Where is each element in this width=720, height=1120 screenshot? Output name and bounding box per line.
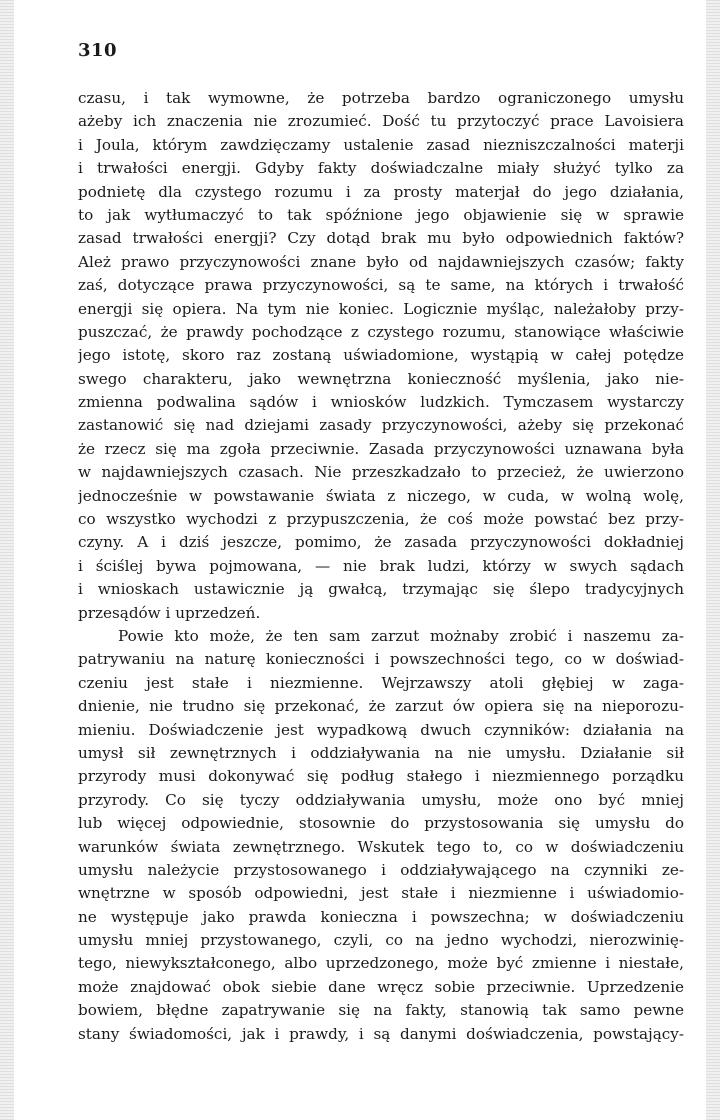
text-line: przyrody musi dokonywać się podług stałego i niezmiennego porządku — [78, 767, 684, 786]
paragraph-1 — [78, 87, 684, 625]
text-line: puszczać, że prawdy pochodzące z czystego rozumu, stanowiące właściwie — [78, 322, 684, 341]
text-line: wnętrzne w sposób odpowiedni, jest stałe i niezmienne i uświadomio- — [78, 884, 684, 903]
scan-edge-left — [0, 0, 14, 1120]
text-line: czasu, i tak wymowne, że potrzeba bardzo ograniczonego umysłu — [78, 89, 684, 107]
text-line: czeniu jest stałe i niezmienne. Wejrzawszy atoli głębiej w zaga- — [78, 673, 684, 692]
text-line: zastanowić się nad dziejami zasady przyczynowości, ażeby się przekonać — [78, 416, 684, 435]
text-line: i ściślej bywa pojmowana, — nie brak ludzi, którzy w swych sądach — [78, 556, 684, 575]
scan-edge-right — [706, 0, 720, 1120]
text-line: zaś, dotyczące prawa przyczynowości, są te same, na których i trwałość — [78, 276, 684, 295]
text-line: przyrody. Co się tyczy oddziaływania umysłu, może ono być mniej — [78, 790, 684, 809]
text-line: patrywaniu na naturę konieczności i powszechności tego, co w doświad- — [78, 650, 684, 669]
text-line: i wnioskach ustawicznie ją gwałcą, trzymając się ślepo tradycyjnych — [78, 580, 684, 599]
text-line: tego, niewykształconego, albo uprzedzonego, może być zmienne i niestałe, — [78, 954, 684, 973]
text-line: dnienie, nie trudno się przekonać, że zarzut ów opiera się na nieporozu- — [78, 697, 684, 716]
text-line: ażeby ich znaczenia nie zrozumieć. Dość tu przytoczyć prace Lavoisiera — [78, 112, 684, 131]
text-line: jednocześnie w powstawanie świata z niczego, w cuda, w wolną wolę, — [78, 486, 684, 505]
text-line: zasad trwałości energji? Czy dotąd brak mu było odpowiednich faktów? — [78, 229, 684, 248]
text-line: energji się opiera. Na tym nie koniec. Logicznie myśląc, należałoby przy- — [78, 299, 684, 318]
body-text — [78, 87, 684, 1046]
text-line: że rzecz się ma zgoła przeciwnie. Zasada przyczynowości uznawana była — [78, 439, 684, 458]
page-number: 310 — [78, 40, 118, 61]
text-line: umysłu należycie przystosowanego i oddziaływającego na czynniki ze- — [78, 860, 684, 879]
text-line: i Joula, którym zawdzięczamy ustalenie zasad niezniszczalności materji — [78, 135, 684, 154]
text-line: to jak wytłumaczyć to tak spóźnione jego objawienie się w sprawie — [78, 205, 684, 224]
text-line: umysł sił zewnętrznych i oddziaływania na nie umysłu. Działanie sił — [78, 743, 684, 762]
text-line: jego istotę, skoro raz zostaną uświadomione, wystąpią w całej potędze — [78, 346, 684, 365]
text-line: co wszystko wychodzi z przypuszczenia, że coś może powstać bez przy- — [78, 510, 684, 529]
text-line: lub więcej odpowiednie, stosownie do przystosowania się umysłu do — [78, 814, 684, 833]
text-line: może znajdować obok siebie dane wręcz sobie przeciwnie. Uprzedzenie — [78, 977, 684, 996]
text-line: bowiem, błędne zapatrywanie się na fakty, stanowią tak samo pewne — [78, 1001, 684, 1020]
text-line: w najdawniejszych czasach. Nie przeszkadzało to przecież, że uwierzono — [78, 463, 684, 482]
text-line: Powie kto może, że ten sam zarzut możnaby zrobić i naszemu za- — [118, 626, 684, 645]
text-line: umysłu mniej przystowanego, czyli, co na jedno wychodzi, nierozwinię- — [78, 931, 684, 950]
text-line: podnietę dla czystego rozumu i za prosty materjał do jego działania, — [78, 182, 684, 201]
text-line: Ależ prawo przyczynowości znane było od najdawniejszych czasów; fakty — [78, 252, 684, 271]
text-line: czyny. A i dziś jeszcze, pomimo, że zasada przyczynowości dokładniej — [78, 533, 684, 552]
text-line: ne występuje jako prawda konieczna i powszechna; w doświadczeniu — [78, 907, 684, 926]
paragraph-2 — [78, 625, 684, 1046]
text-line: mieniu. Doświadczenie jest wypadkową dwuch czynników: działania na — [78, 720, 684, 739]
text-line: zmienna podwalina sądów i wniosków ludzkich. Tymczasem wystarczy — [78, 393, 684, 412]
text-line: przesądów i uprzedzeń. — [78, 603, 261, 622]
text-line: warunków świata zewnętrznego. Wskutek tego to, co w doświadczeniu — [78, 837, 684, 856]
text-line: i trwałości energji. Gdyby fakty doświadczalne miały służyć tylko za — [78, 159, 684, 178]
text-line: stany świadomości, jak i prawdy, i są danymi doświadczenia, powstający- — [78, 1024, 684, 1043]
text-line: swego charakteru, jako wewnętrzna konieczność myślenia, jako nie- — [78, 369, 684, 388]
